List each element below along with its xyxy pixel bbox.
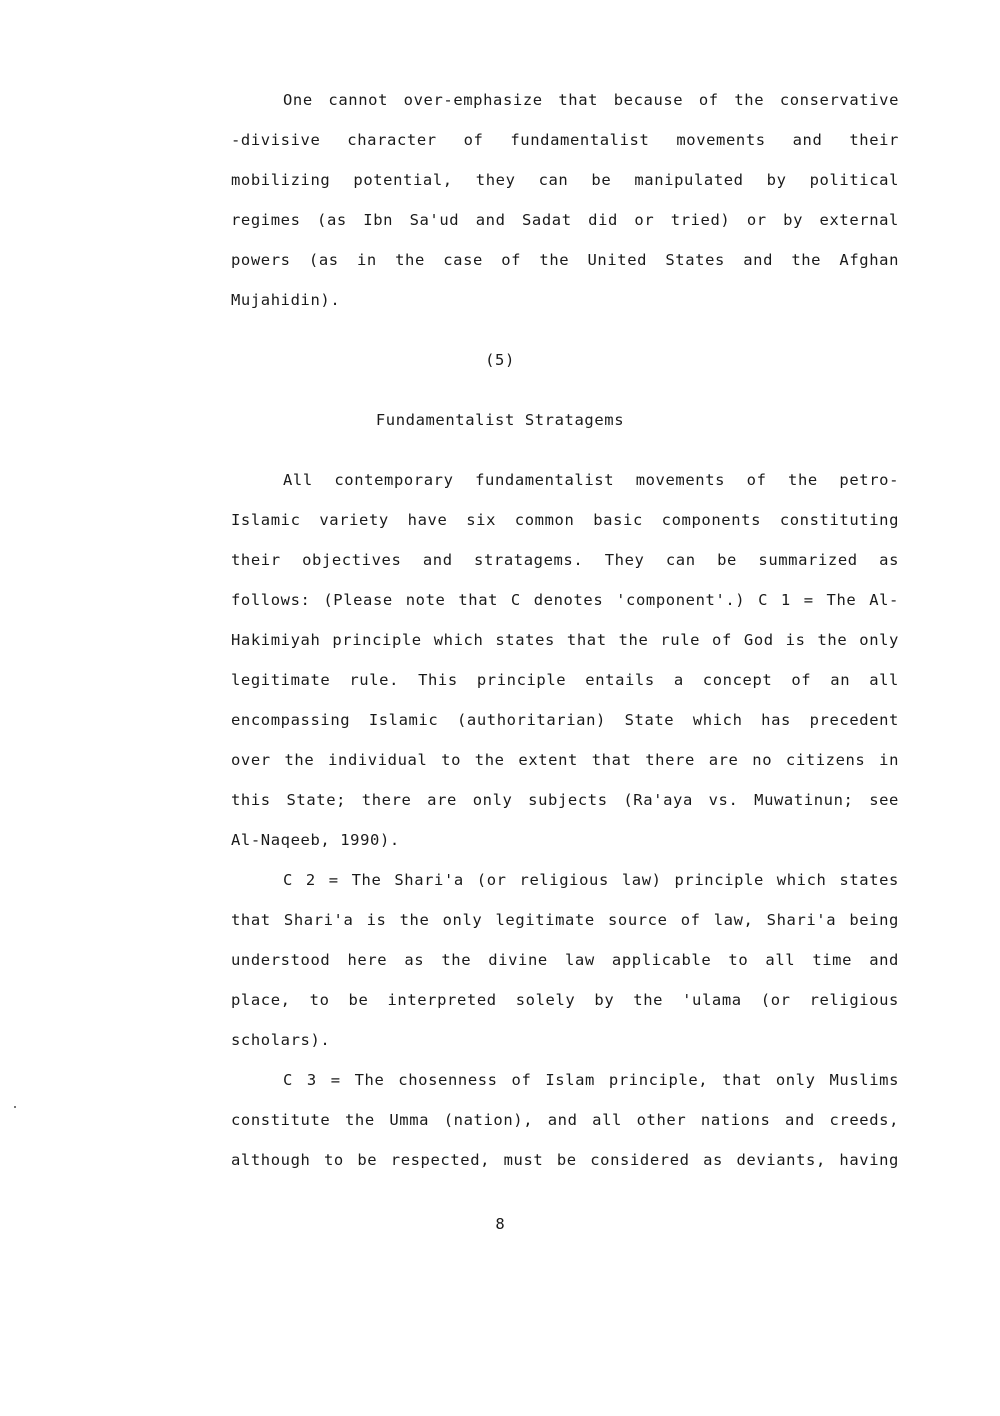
paragraph4-line-2: constitute the Umma (nation), and all other nations and creeds, <box>231 1111 899 1129</box>
paragraph1-line-6: Mujahidin). <box>231 291 341 309</box>
section-title: Fundamentalist Stratagems <box>375 411 625 429</box>
paragraph2-line-8: over the individual to the extent that there are no citizens in <box>231 751 899 769</box>
paragraph2-line-1: All contemporary fundamentalist movements of the petro- <box>283 471 899 489</box>
paragraph1-line-5: powers (as in the case of the United States and the Afghan <box>231 251 899 269</box>
paragraph1-line-3: mobilizing potential, they can be manipulated by political <box>231 171 899 189</box>
paragraph3-line-1: C 2 = The Shari'a (or religious law) principle which states <box>283 871 899 889</box>
paragraph4-line-1: C 3 = The chosenness of Islam principle, that only Muslims <box>283 1071 899 1089</box>
paragraph3-line-2: that Shari'a is the only legitimate source of law, Shari'a being <box>231 911 899 929</box>
paragraph4-line-3: although to be respected, must be considered as deviants, having <box>231 1151 899 1169</box>
paragraph3-line-5: scholars). <box>231 1031 331 1049</box>
paragraph2-line-10: Al-Naqeeb, 1990). <box>231 831 400 849</box>
paragraph2-line-4: follows: (Please note that C denotes 'component'.) C 1 = The Al- <box>231 591 899 609</box>
paragraph1-line-1: One cannot over-emphasize that because of the conservative <box>283 91 899 109</box>
paragraph2-line-7: encompassing Islamic (authoritarian) State which has precedent <box>231 711 899 729</box>
paragraph1-line-4: regimes (as Ibn Sa'ud and Sadat did or tried) or by external <box>231 211 899 229</box>
scan-speck <box>14 1106 16 1108</box>
paragraph2-line-3: their objectives and stratagems. They can be summarized as <box>231 551 899 569</box>
page-number: 8 <box>495 1215 505 1233</box>
section-number: (5) <box>485 351 515 369</box>
paragraph2-line-2: Islamic variety have six common basic components constituting <box>231 511 899 529</box>
paragraph1-line-2: -divisive character of fundamentalist movements and their <box>231 131 899 149</box>
paragraph2-line-5: Hakimiyah principle which states that the rule of God is the only <box>231 631 899 649</box>
paragraph2-line-6: legitimate rule. This principle entails a concept of an all <box>231 671 899 689</box>
paragraph3-line-4: place, to be interpreted solely by the 'ulama (or religious <box>231 991 899 1009</box>
paragraph2-line-9: this State; there are only subjects (Ra'aya vs. Muwatinun; see <box>231 791 899 809</box>
paragraph3-line-3: understood here as the divine law applicable to all time and <box>231 951 899 969</box>
